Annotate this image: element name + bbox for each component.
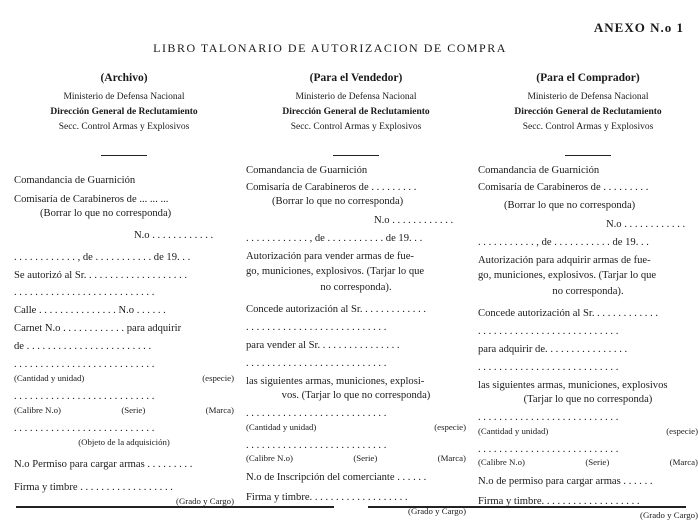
vendedor-marca-label: (Marca) — [437, 453, 466, 464]
archivo-header — [14, 72, 234, 156]
comprador-line: Comandancia de Guarnición — [478, 165, 600, 176]
archivo-marca-label: (Marca) — [205, 404, 234, 415]
archivo-calibre-label: (Calibre N.o) — [14, 404, 61, 415]
comprador-caption-row — [478, 456, 698, 470]
comprador-line: no corresponda). — [552, 286, 624, 298]
vendedor-header — [246, 72, 466, 156]
vendedor-rule — [333, 155, 379, 156]
comprador-line: (Borrar lo que no corresponda) — [504, 199, 636, 211]
vendedor-caption-row — [246, 452, 466, 466]
archivo-line: Firma y timbre . . . . . . . . . . . . . . . . . . — [14, 482, 173, 494]
annex-number: ANEXO N.o 1 — [593, 20, 684, 35]
comprador-line: . . . . . . . . . . . . . . . . . . . . . . . . . . . — [478, 443, 619, 455]
vendedor-caption-row — [246, 421, 466, 435]
vendedor-line: . . . . . . . . . . . . . . . . . . . . . . . . . . . — [246, 357, 387, 369]
archivo-line: . . . . . . . . . . . . . . . . . . . . . . . . . . . — [14, 390, 155, 402]
archivo-section: Secc. Control Armas y Explosivos — [58, 122, 190, 132]
archivo-line: Carnet N.o . . . . . . . . . . . . para adquirir — [14, 323, 182, 335]
archivo-line: . . . . . . . . . . . . . . . . . . . . . . . . . . . — [14, 359, 155, 371]
vendedor-line: para vender al Sr. . . . . . . . . . . . . . . . — [246, 340, 400, 352]
vendedor-line: N.o . . . . . . . . . . . . — [374, 214, 454, 226]
comprador-role: (Para el Comprador) — [536, 72, 640, 84]
comprador-line: Autorización para adquirir armas de fue- — [478, 254, 651, 266]
archivo-rule — [101, 155, 147, 156]
comprador-ministry: Ministerio de Defensa Nacional — [527, 92, 649, 102]
vendedor-line: Autorización para vender armas de fue- — [246, 250, 414, 262]
comprador-calibre-label: (Calibre N.o) — [478, 457, 525, 468]
comprador-line: (Tarjar lo que no corresponda) — [523, 393, 653, 405]
comprador-line: go, municiones, explosivos. (Tarjar lo que — [478, 270, 657, 282]
comprador-rule — [565, 155, 611, 156]
vendedor-line: Concede autorización al Sr. . . . . . . . . . . . . — [246, 304, 427, 316]
archivo-line: N.o Permiso para cargar armas . . . . . . . . . — [14, 458, 193, 470]
archivo-direction: Dirección General de Reclutamiento — [50, 107, 198, 117]
comprador-line: las siguientes armas, municiones, explosivos — [478, 379, 668, 391]
archivo-line: Comandancia de Guarnición — [14, 175, 136, 186]
archivo-cantidad-label: (Cantidad y unidad) — [14, 372, 85, 383]
vendedor-section: Secc. Control Armas y Explosivos — [290, 122, 422, 132]
archivo-caption-row — [14, 372, 234, 386]
document-title: LIBRO TALONARIO DE AUTORIZACION DE COMPRA — [153, 41, 507, 55]
vendedor-line: go, municiones, explosivos. (Tarjar lo que — [246, 266, 425, 278]
vendedor-line: . . . . . . . . . . . . , de . . . . . . . . . . . de 19. . . — [246, 232, 423, 244]
archivo-line: Se autorizó al Sr. . . . . . . . . . . . . . . . . . . . — [14, 269, 188, 281]
archivo-column — [14, 72, 234, 507]
comprador-line: Firma y timbre. . . . . . . . . . . . . . . . . . . — [478, 496, 640, 508]
archivo-line: Calle . . . . . . . . . . . . . . . N.o . . . . . . — [14, 305, 166, 317]
vendedor-direction: Dirección General de Reclutamiento — [282, 107, 430, 117]
comprador-body — [478, 164, 698, 523]
comprador-column — [478, 72, 698, 521]
vendedor-body — [246, 164, 466, 519]
vendedor-line: N.o de Inscripción del comerciante . . . . . . — [246, 472, 427, 484]
comprador-line: . . . . . . . . . . . . . . . . . . . . . . . . . . . — [478, 411, 619, 423]
comprador-especie-label: (especie) — [666, 425, 698, 436]
archivo-body — [14, 174, 234, 509]
vendedor-ministry: Ministerio de Defensa Nacional — [295, 92, 417, 102]
vendedor-especie-label: (especie) — [434, 421, 466, 432]
comprador-header — [478, 72, 698, 156]
vendedor-role: (Para el Vendedor) — [309, 72, 403, 84]
vendedor-line: las siguientes armas, municiones, explosi- — [246, 375, 425, 387]
comprador-caption-row — [478, 425, 698, 439]
vendedor-line: no corresponda). — [320, 282, 392, 294]
comprador-line: para adquirir de. . . . . . . . . . . . . . . . — [478, 344, 628, 356]
archivo-line: . . . . . . . . . . . . , de . . . . . . . . . . . de 19. . . — [14, 251, 191, 263]
vendedor-line: Firma y timbre. . . . . . . . . . . . . . . . . . . — [246, 492, 408, 504]
comprador-grado-label: (Grado y Cargo) — [640, 510, 698, 521]
archivo-line: . . . . . . . . . . . . . . . . . . . . . . . . . . . — [14, 422, 155, 434]
comprador-line: N.o de permiso para cargar armas . . . . . . — [478, 476, 653, 488]
archivo-role: (Archivo) — [100, 72, 148, 84]
vendedor-line: Comisaría de Carabineros de . . . . . . . . . — [246, 181, 417, 193]
comprador-line: Concede autorización al Sr. . . . . . . . . . . . . — [478, 308, 659, 320]
archivo-line: N.o . . . . . . . . . . . . — [134, 229, 214, 241]
archivo-line: de . . . . . . . . . . . . . . . . . . . . . . . . — [14, 341, 152, 353]
vendedor-line: . . . . . . . . . . . . . . . . . . . . . . . . . . . — [246, 322, 387, 334]
archivo-line: (Borrar lo que no corresponda) — [40, 207, 172, 219]
archivo-serie-label: (Serie) — [121, 404, 146, 415]
vendedor-line: (Borrar lo que no corresponda) — [272, 195, 404, 207]
vendedor-cantidad-label: (Cantidad y unidad) — [246, 421, 317, 432]
archivo-line: . . . . . . . . . . . . . . . . . . . . . . . . . . . — [14, 287, 155, 299]
comprador-direction: Dirección General de Reclutamiento — [514, 107, 662, 117]
vendedor-serie-label: (Serie) — [353, 453, 378, 464]
comprador-line: . . . . . . . . . . . , de . . . . . . . . . . . de 19. . . — [478, 236, 649, 248]
vendedor-column — [246, 72, 466, 517]
vendedor-line: Comandancia de Guarnición — [246, 165, 368, 176]
bottom-rule-left — [16, 506, 334, 508]
vendedor-line: . . . . . . . . . . . . . . . . . . . . . . . . . . . — [246, 407, 387, 419]
vendedor-grado-label: (Grado y Cargo) — [408, 506, 466, 517]
vendedor-line: vos. (Tarjar lo que no corresponda) — [281, 389, 431, 401]
comprador-line: N.o . . . . . . . . . . . . — [606, 218, 686, 230]
comprador-section: Secc. Control Armas y Explosivos — [522, 122, 654, 132]
comprador-line: . . . . . . . . . . . . . . . . . . . . . . . . . . . — [478, 361, 619, 373]
comprador-serie-label: (Serie) — [585, 457, 610, 468]
archivo-especie-label: (especie) — [202, 372, 234, 383]
archivo-grado-label: (Grado y Cargo) — [176, 496, 234, 507]
comprador-line: Comisaría de Carabineros de . . . . . . . . . — [478, 181, 649, 193]
archivo-line: Comisaría de Carabineros de ... ... ... — [14, 193, 169, 205]
vendedor-line: . . . . . . . . . . . . . . . . . . . . . . . . . . . — [246, 439, 387, 451]
bottom-rule-right — [368, 506, 686, 508]
archivo-objeto-label: (Objeto de la adquisición) — [78, 436, 170, 447]
archivo-caption-row — [14, 404, 234, 418]
archivo-ministry: Ministerio de Defensa Nacional — [63, 92, 185, 102]
comprador-line: . . . . . . . . . . . . . . . . . . . . . . . . . . . — [478, 326, 619, 338]
vendedor-calibre-label: (Calibre N.o) — [246, 453, 293, 464]
comprador-cantidad-label: (Cantidad y unidad) — [478, 425, 549, 436]
comprador-marca-label: (Marca) — [669, 457, 698, 468]
